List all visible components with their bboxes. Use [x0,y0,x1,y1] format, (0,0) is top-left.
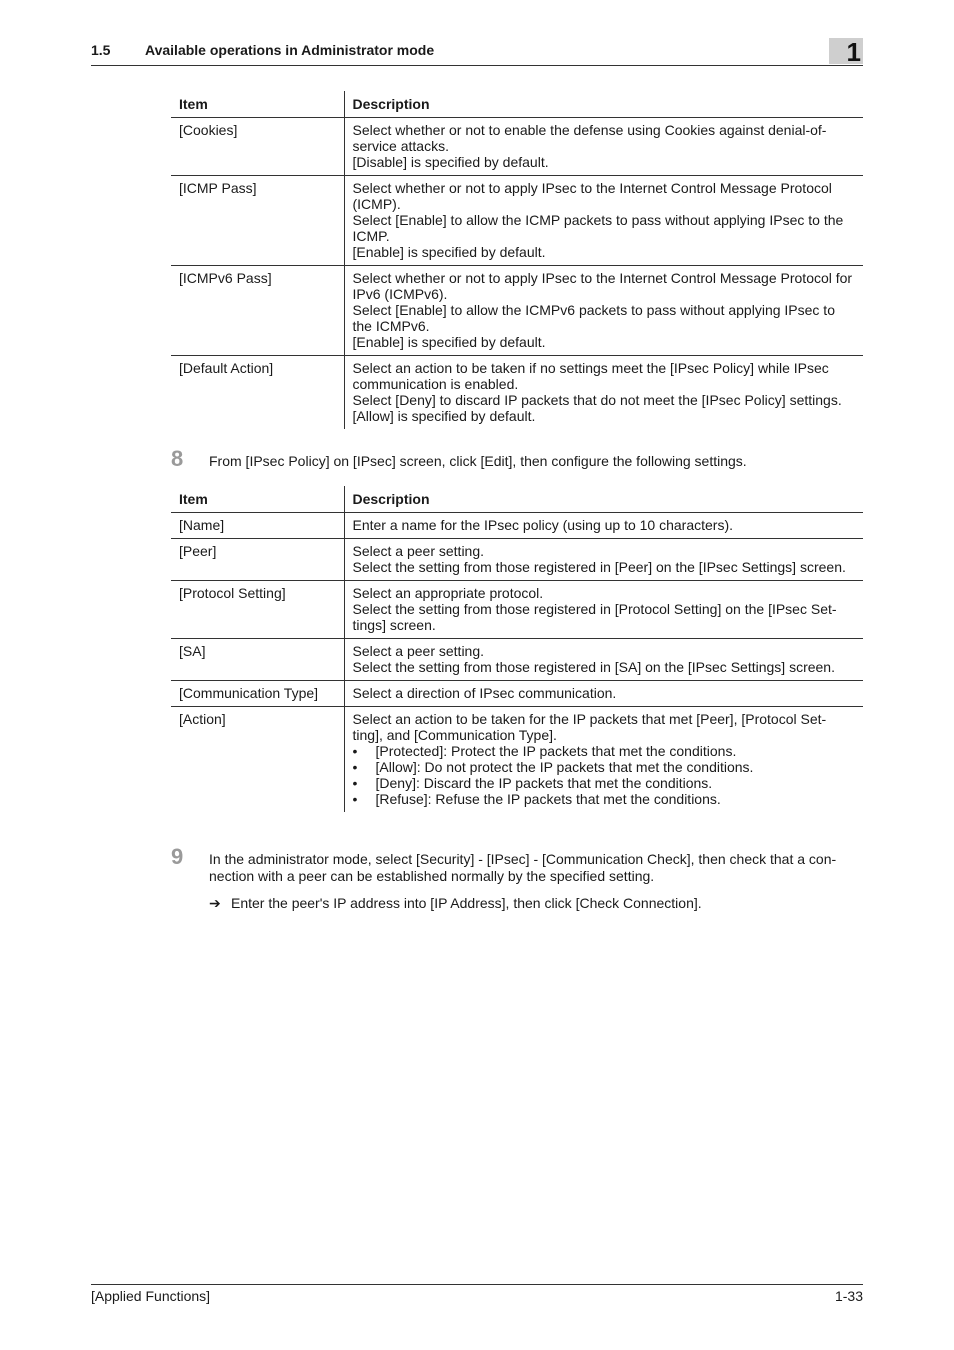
arrow-right-icon: ➔ [209,895,221,911]
table-row [171,581,863,639]
description-line: Select an appropriate protocol. [352,585,544,601]
table-header-row [171,486,863,513]
description-line: Select [Enable] to allow the ICMP packets to pass without applying IPsec to the ICMP. [352,212,844,244]
description-line: Select a direction of IPsec communication. [352,685,617,701]
column-header-description: Description [344,91,863,118]
column-header-item: Item [171,486,344,513]
footer-chapter-title: [Applied Functions] [91,1288,211,1304]
column-header-item: Item [171,91,344,118]
description-cell [344,176,863,266]
item-cell: [Peer] [171,539,344,581]
item-cell: [ICMPv6 Pass] [171,266,344,356]
table-row [171,118,863,176]
description-cell [344,681,863,707]
description-line: Select an action to be taken for the IP packets that met [Peer], [Protocol Set-ting], and [Communication Type]. [352,711,827,743]
table-row [171,707,863,813]
description-line: [Enable] is specified by default. [352,244,546,260]
description-line: [Disable] is specified by default. [352,154,549,170]
description-cell [344,356,863,430]
item-cell: [Default Action] [171,356,344,430]
table-row [171,639,863,681]
page-number: 1-33 [834,1288,863,1304]
description-line: Select a peer setting. [352,543,485,559]
description-cell [344,581,863,639]
item-cell: [Cookies] [171,118,344,176]
description-line: Select whether or not to apply IPsec to the Internet Control Message Protocol for IPv6 (ICMPv6). [352,270,853,302]
description-line: Select [Deny] to discard IP packets that do not meet the [IPsec Policy] settings. [352,392,842,408]
table-header-row [171,91,863,118]
item-cell: [Protocol Setting] [171,581,344,639]
step-instruction: In the administrator mode, select [Security] - [IPsec] - [Communication Check], then check that a con-nection with a peer can be established normally by the specified setting. [209,851,837,884]
description-line: Select whether or not to enable the defense using Cookies against denial-of-service attacks. [352,122,827,154]
ipsec-policy-table [171,486,863,812]
item-cell: [Communication Type] [171,681,344,707]
page-header [91,40,863,66]
description-line: [Allow] is specified by default. [352,408,536,424]
description-line: Enter a name for the IPsec policy (using up to 10 characters). [352,517,734,533]
description-line: [Enable] is specified by default. [352,334,546,350]
description-line: Select whether or not to apply IPsec to the Internet Control Message Protocol (ICMP). [352,180,832,212]
description-cell [344,266,863,356]
table-row [171,539,863,581]
description-cell [344,539,863,581]
table-row [171,356,863,430]
table-row [171,176,863,266]
sub-instruction-text: Enter the peer's IP address into [IP Address], then click [Check Connection]. [231,895,702,911]
step-number: 8 [171,446,184,471]
description-cell [344,118,863,176]
description-line: Select [Enable] to allow the ICMPv6 packets to pass without applying IPsec to the ICMPv6. [352,302,835,334]
description-cell [344,513,863,539]
description-line: Select the setting from those registered in [Peer] on the [IPsec Settings] screen. [352,559,846,575]
step-instruction: From [IPsec Policy] on [IPsec] screen, click [Edit], then configure the following settings. [209,453,747,469]
table-row [171,266,863,356]
sub-instruction [209,895,702,912]
ipsec-settings-table [171,91,863,429]
item-cell: [Name] [171,513,344,539]
item-cell: [Action] [171,707,344,813]
bullet-item: • [Refuse]: Refuse the IP packets that met the conditions. [353,791,856,807]
item-cell: [ICMP Pass] [171,176,344,266]
chapter-tab [829,37,863,67]
bullet-item: • [Protected]: Protect the IP packets that met the conditions. [353,743,856,759]
section-title: Available operations in Administrator mode [145,42,435,58]
description-line: Select an action to be taken if no settings meet the [IPsec Policy] while IPsec communication is enabled. [352,360,829,392]
description-cell [344,707,863,813]
section-number: 1.5 [91,42,111,58]
description-cell [344,639,863,681]
bullet-item: • [Allow]: Do not protect the IP packets that met the conditions. [353,759,856,775]
table-row [171,513,863,539]
table-row [171,681,863,707]
description-line: Select the setting from those registered in [Protocol Setting] on the [IPsec Set-tings] screen. [352,601,837,633]
column-header-description: Description [344,486,863,513]
description-line: Select a peer setting. [352,643,485,659]
description-line: Select the setting from those registered in [SA] on the [IPsec Settings] screen. [352,659,835,675]
step-number: 9 [171,844,184,869]
item-cell: [SA] [171,639,344,681]
chapter-number: 1 [846,37,861,67]
page-footer [91,1284,863,1304]
bullet-item: • [Deny]: Discard the IP packets that met the conditions. [353,775,856,791]
